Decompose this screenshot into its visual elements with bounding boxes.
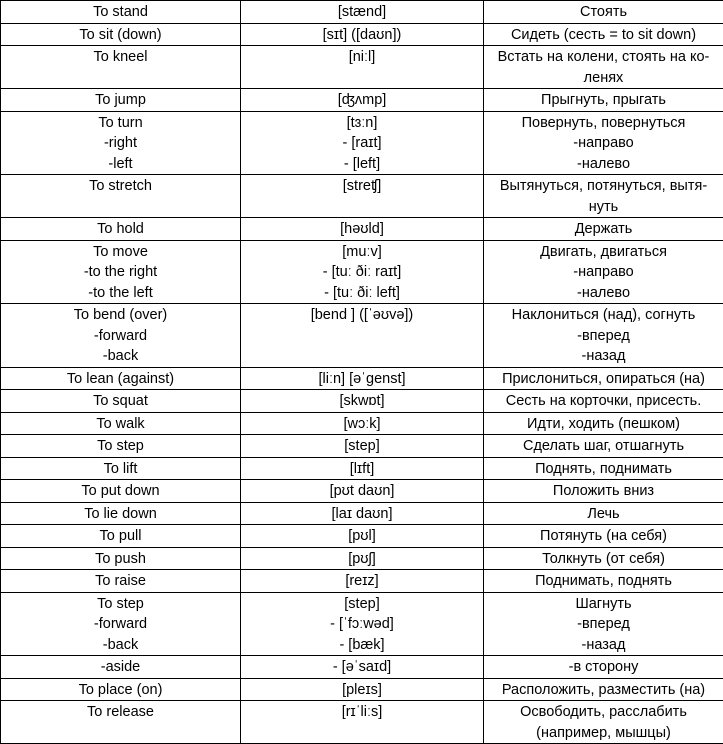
english-term-cell [1,175,241,218]
english-term-line: To push [5,549,236,570]
english-term-line: To walk [5,414,236,435]
russian-translation-cell [484,678,723,701]
english-term-line: -to the left [5,283,236,304]
transcription-line: [pʊt daʊn] [245,481,479,502]
russian-translation-cell [484,304,723,368]
table-row [1,678,723,701]
russian-translation-line: -назад [488,635,719,656]
russian-translation-cell [484,570,723,593]
transcription-line: [həʊld] [245,219,479,240]
russian-translation-cell [484,175,723,218]
table-row [1,304,723,368]
english-term-cell [1,525,241,548]
table-row [1,89,723,112]
transcription-line: [wɔːk] [245,414,479,435]
russian-translation-line: Лечь [488,504,719,525]
transcription-line: - [əˈsaɪd] [245,657,479,678]
russian-translation-cell [484,525,723,548]
english-term-cell [1,218,241,241]
russian-translation-line: Толкнуть (от себя) [488,549,719,570]
transcription-line: [stænd] [245,2,479,23]
russian-translation-line: -направо [488,133,719,154]
english-term-line: To squat [5,391,236,412]
russian-translation-line: Вытянуться, потянуться, вытя- [488,176,719,197]
russian-translation-cell [484,656,723,679]
russian-translation-line: Положить вниз [488,481,719,502]
transcription-cell [241,502,484,525]
english-term-cell [1,547,241,570]
russian-translation-cell [484,435,723,458]
russian-translation-cell [484,547,723,570]
russian-translation-line: -налево [488,154,719,175]
table-row [1,547,723,570]
english-term-cell [1,656,241,679]
english-term-cell [1,678,241,701]
transcription-cell [241,367,484,390]
transcription-line: [streʧ] [245,176,479,197]
english-term-line: To raise [5,571,236,592]
table-row [1,570,723,593]
english-term-line: To place (on) [5,680,236,701]
russian-translation-cell [484,240,723,304]
russian-translation-line: -налево [488,283,719,304]
transcription-line: [rɪˈliːs] [245,702,479,723]
transcription-cell [241,46,484,89]
english-term-cell [1,1,241,24]
transcription-line: - [tuː ðiː raɪt] [245,262,479,283]
english-term-cell [1,480,241,503]
transcription-cell [241,678,484,701]
english-term-line: To pull [5,526,236,547]
english-term-cell [1,435,241,458]
table-row [1,480,723,503]
transcription-line: - [left] [245,154,479,175]
english-term-line: -to the right [5,262,236,283]
english-term-line: To kneel [5,47,236,68]
transcription-line: [liːn] [əˈgenst] [245,369,479,390]
russian-translation-line: -в сторону [488,657,719,678]
vocabulary-table-body [1,1,723,744]
russian-translation-line: Сделать шаг, отшагнуть [488,436,719,457]
russian-translation-line: (например, мышцы) [488,723,719,744]
transcription-cell [241,240,484,304]
english-term-line: To bend (over) [5,305,236,326]
english-term-line: To lift [5,459,236,480]
english-term-cell [1,240,241,304]
transcription-cell [241,23,484,46]
russian-translation-cell [484,89,723,112]
russian-translation-line: Сесть на корточки, присесть. [488,391,719,412]
table-row [1,46,723,89]
transcription-line: [lɪft] [245,459,479,480]
table-row [1,367,723,390]
russian-translation-cell [484,367,723,390]
english-term-line: -forward [5,326,236,347]
table-row [1,240,723,304]
russian-translation-line: Поднять, поднимать [488,459,719,480]
russian-translation-cell [484,412,723,435]
transcription-cell [241,175,484,218]
transcription-line: - [raɪt] [245,133,479,154]
table-row [1,1,723,24]
english-term-line: -back [5,346,236,367]
russian-translation-line: нуть [488,197,719,218]
transcription-line: [reɪz] [245,571,479,592]
transcription-line: [step] [245,594,479,615]
english-term-line: To put down [5,481,236,502]
table-row [1,502,723,525]
english-term-line: To hold [5,219,236,240]
english-term-line: -forward [5,614,236,635]
transcription-line: [pleɪs] [245,680,479,701]
english-term-cell [1,570,241,593]
transcription-cell [241,547,484,570]
transcription-line: [pʊl] [245,526,479,547]
english-term-cell [1,701,241,744]
russian-translation-cell [484,457,723,480]
russian-translation-line: Повернуть, повернуться [488,113,719,134]
transcription-cell [241,656,484,679]
english-term-cell [1,46,241,89]
english-term-line: To move [5,242,236,263]
transcription-cell [241,1,484,24]
russian-translation-line: Шагнуть [488,594,719,615]
russian-translation-line: Расположить, разместить (на) [488,680,719,701]
english-term-line: To stretch [5,176,236,197]
english-term-line: -right [5,133,236,154]
russian-translation-cell [484,480,723,503]
transcription-cell [241,592,484,656]
table-row [1,701,723,744]
transcription-cell [241,218,484,241]
transcription-line: [pʊʃ] [245,549,479,570]
english-term-line: To step [5,594,236,615]
transcription-cell [241,412,484,435]
english-term-cell [1,367,241,390]
english-term-line: To jump [5,90,236,111]
russian-translation-line: Потянуть (на себя) [488,526,719,547]
russian-translation-line: Стоять [488,2,719,23]
russian-translation-cell [484,111,723,175]
table-row [1,435,723,458]
english-term-line: To turn [5,113,236,134]
russian-translation-line: Прислониться, опираться (на) [488,369,719,390]
russian-translation-line: -направо [488,262,719,283]
english-term-cell [1,111,241,175]
transcription-line: [step] [245,436,479,457]
table-row [1,592,723,656]
english-term-line: -left [5,154,236,175]
transcription-line: [laɪ daʊn] [245,504,479,525]
transcription-cell [241,701,484,744]
transcription-cell [241,89,484,112]
russian-translation-line: -вперед [488,614,719,635]
english-term-cell [1,390,241,413]
transcription-line: [sɪt] ([daʊn]) [245,25,479,46]
table-row [1,457,723,480]
russian-translation-cell [484,502,723,525]
transcription-line: [muːv] [245,242,479,263]
english-term-line: To stand [5,2,236,23]
transcription-line: [ʤʌmp] [245,90,479,111]
english-term-line: -aside [5,657,236,678]
transcription-line: [tɜːn] [245,113,479,134]
russian-translation-cell [484,23,723,46]
transcription-cell [241,111,484,175]
russian-translation-line: Встать на колени, стоять на ко- [488,47,719,68]
transcription-cell [241,570,484,593]
english-term-cell [1,23,241,46]
russian-translation-line: Двигать, двигаться [488,242,719,263]
transcription-line: - [ˈfɔːwəd] [245,614,479,635]
english-term-cell [1,592,241,656]
transcription-line: - [tuː ðiː left] [245,283,479,304]
english-term-cell [1,457,241,480]
transcription-cell [241,525,484,548]
russian-translation-line: Поднимать, поднять [488,571,719,592]
english-term-cell [1,412,241,435]
russian-translation-line: Освободить, расслабить [488,702,719,723]
russian-translation-line: Прыгнуть, прыгать [488,90,719,111]
table-row [1,525,723,548]
russian-translation-line: Идти, ходить (пешком) [488,414,719,435]
english-term-line: To lie down [5,504,236,525]
transcription-cell [241,435,484,458]
russian-translation-line: -назад [488,346,719,367]
russian-translation-cell [484,390,723,413]
english-term-cell [1,89,241,112]
english-term-line: To lean (against) [5,369,236,390]
transcription-cell [241,480,484,503]
english-term-cell [1,502,241,525]
russian-translation-line: Сидеть (сесть = to sit down) [488,25,719,46]
russian-translation-line: ленях [488,68,719,89]
transcription-line: [skwɒt] [245,391,479,412]
transcription-cell [241,304,484,368]
table-row [1,656,723,679]
russian-translation-line: -вперед [488,326,719,347]
russian-translation-cell [484,1,723,24]
english-term-cell [1,304,241,368]
table-row [1,218,723,241]
russian-translation-cell [484,218,723,241]
english-term-line: -back [5,635,236,656]
russian-translation-cell [484,592,723,656]
english-term-line: To sit (down) [5,25,236,46]
table-row [1,412,723,435]
transcription-cell [241,390,484,413]
russian-translation-cell [484,46,723,89]
english-term-line: To release [5,702,236,723]
transcription-line: [bend ] ([ˈəʊvə]) [245,305,479,326]
transcription-line: - [bæk] [245,635,479,656]
table-row [1,175,723,218]
russian-translation-cell [484,701,723,744]
russian-translation-line: Наклониться (над), согнуть [488,305,719,326]
table-row [1,390,723,413]
table-row [1,23,723,46]
transcription-line: [niːl] [245,47,479,68]
table-row [1,111,723,175]
transcription-cell [241,457,484,480]
russian-translation-line: Держать [488,219,719,240]
english-term-line: To step [5,436,236,457]
